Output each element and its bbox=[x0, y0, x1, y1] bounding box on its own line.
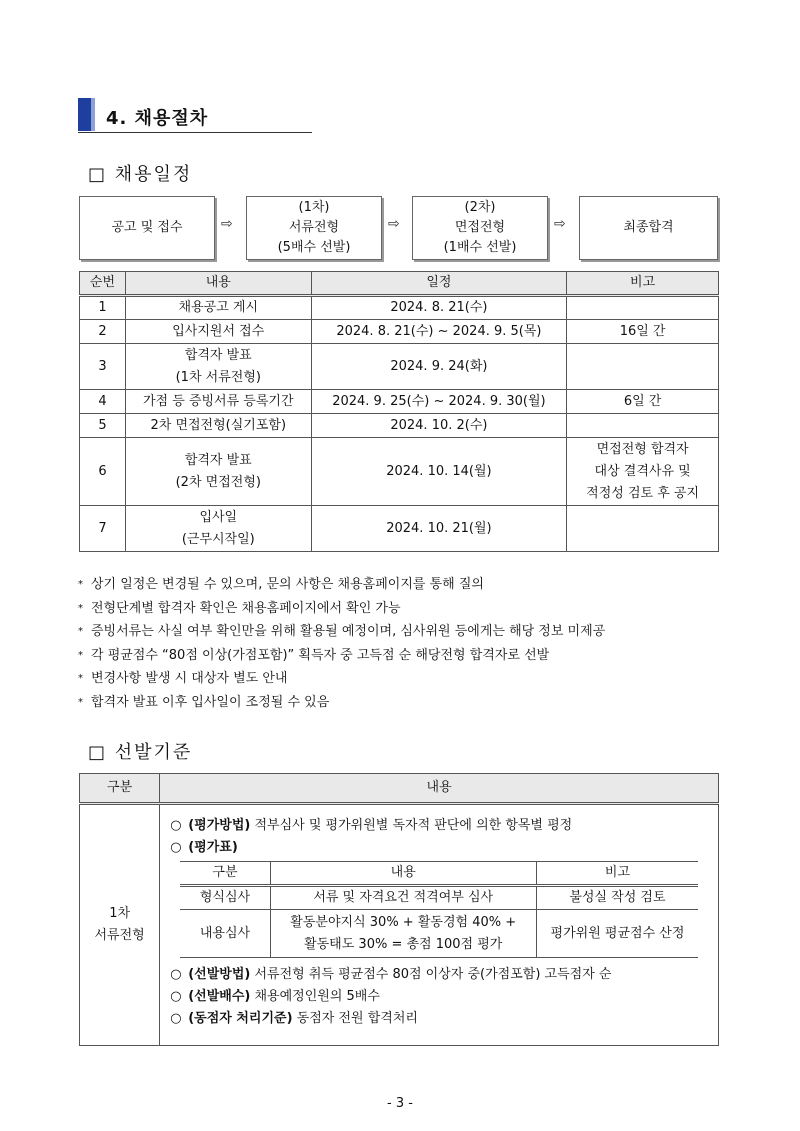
criteria-text: 동점자 전원 합격처리 bbox=[292, 1011, 418, 1026]
evaluation-note: 불성실 작성 검토 bbox=[536, 886, 698, 910]
table-row bbox=[80, 506, 719, 552]
row-note bbox=[567, 344, 719, 390]
selection-table bbox=[79, 773, 719, 1046]
content-line: 활동태도 30% = 총점 100점 평가 bbox=[304, 936, 503, 952]
selection-heading: □ 선발기준 bbox=[88, 742, 193, 763]
asterisk-icon: * bbox=[78, 673, 83, 684]
asterisk-icon: * bbox=[78, 649, 83, 661]
note-line: 면접전형 합격자 bbox=[596, 441, 689, 457]
row-number: 3 bbox=[80, 344, 126, 390]
note-text: 상기 일정은 변경될 수 있으며, 문의 사항은 채용홈페이지를 통해 질의 bbox=[91, 577, 484, 592]
content-line: 서류 및 자격요건 적격여부 심사 bbox=[313, 890, 494, 905]
criteria-label: (선발방법) bbox=[188, 967, 251, 982]
note-line: 6일 간 bbox=[623, 393, 662, 409]
flow-step bbox=[246, 196, 382, 260]
stage-cell bbox=[80, 804, 160, 1046]
col-header: 구분 bbox=[80, 774, 160, 804]
row-number: 4 bbox=[80, 390, 126, 414]
note-text: 각 평균점수 “80점 이상(가점포함)” 획득자 중 고득점 순 해당전형 합격자로 선발 bbox=[91, 647, 550, 663]
content-line: 활동분야지식 30% + 활동경험 40% + bbox=[290, 914, 517, 930]
col-header: 내용 bbox=[125, 272, 311, 296]
row-note bbox=[567, 390, 719, 414]
criteria-item bbox=[170, 815, 718, 837]
selection-row bbox=[80, 804, 719, 1046]
evaluation-row bbox=[180, 886, 698, 910]
flow-step-label: (5배수 선발) bbox=[277, 240, 351, 255]
row-date: 2024. 8. 21(수) ~ 2024. 9. 5(목) bbox=[311, 320, 567, 344]
row-date: 2024. 8. 21(수) bbox=[311, 296, 567, 320]
table-row bbox=[80, 320, 719, 344]
criteria-text: 서류전형 취득 평균점수 80점 이상자 중(가점포함) 고득점자 순 bbox=[250, 967, 612, 982]
criteria-label: (평가방법) bbox=[188, 818, 251, 833]
col-header: 구분 bbox=[180, 862, 270, 886]
stage-label: 서류전형 bbox=[94, 928, 145, 943]
note-line: 적정성 검토 후 공지 bbox=[586, 485, 700, 501]
note-item bbox=[78, 691, 605, 715]
row-number: 6 bbox=[80, 438, 126, 506]
row-date: 2024. 10. 14(월) bbox=[311, 438, 567, 506]
row-date: 2024. 10. 2(수) bbox=[311, 414, 567, 438]
circle-bullet-icon: ○ bbox=[170, 989, 182, 1004]
criteria-item bbox=[170, 964, 718, 986]
criteria-text: 채용예정인원의 5배수 bbox=[250, 989, 380, 1004]
row-date: 2024. 10. 21(월) bbox=[311, 506, 567, 552]
flow-step-label: (2차) bbox=[464, 200, 496, 215]
evaluation-content bbox=[270, 886, 536, 910]
evaluation-type: 내용심사 bbox=[180, 910, 270, 958]
col-header: 내용 bbox=[160, 774, 719, 804]
note-item bbox=[78, 573, 605, 597]
row-note bbox=[567, 320, 719, 344]
note-line: 16일 간 bbox=[619, 323, 666, 339]
row-content bbox=[125, 390, 311, 414]
flow-step-label: 공고 및 접수 bbox=[111, 220, 183, 235]
table-row bbox=[80, 438, 719, 506]
criteria-item bbox=[170, 986, 718, 1008]
row-date: 2024. 9. 25(수) ~ 2024. 9. 30(월) bbox=[311, 390, 567, 414]
row-content bbox=[125, 320, 311, 344]
evaluation-table bbox=[180, 861, 698, 958]
note-text: 합격자 발표 이후 입사일이 조정될 수 있음 bbox=[91, 694, 330, 710]
content-line: 채용공고 게시 bbox=[178, 300, 259, 315]
flow-step bbox=[79, 196, 215, 260]
row-content bbox=[125, 296, 311, 320]
content-line: (2차 면접전형) bbox=[175, 474, 261, 490]
table-row bbox=[80, 344, 719, 390]
row-note bbox=[567, 438, 719, 506]
row-number: 2 bbox=[80, 320, 126, 344]
content-line: 입사일 bbox=[199, 509, 238, 525]
evaluation-type: 형식심사 bbox=[180, 886, 270, 910]
row-note bbox=[567, 296, 719, 320]
note-text: 변경사항 발생 시 대상자 별도 안내 bbox=[91, 671, 288, 686]
col-header: 내용 bbox=[270, 862, 536, 886]
circle-bullet-icon: ○ bbox=[170, 967, 182, 982]
content-line: 합격자 발표 bbox=[184, 452, 252, 468]
col-header: 순번 bbox=[80, 272, 126, 296]
section-bar-decoration bbox=[78, 98, 91, 131]
flow-arrow-icon: ⇨ bbox=[388, 216, 400, 232]
criteria-label: (동점자 처리기준) bbox=[188, 1011, 293, 1026]
section-title: 4. 채용절차 bbox=[106, 108, 209, 129]
flow-arrow-icon: ⇨ bbox=[554, 216, 566, 232]
note-item bbox=[78, 597, 605, 621]
asterisk-icon: * bbox=[78, 626, 83, 637]
content-line: (1차 서류전형) bbox=[175, 369, 261, 385]
content-line: 2차 면접전형(실기포함) bbox=[150, 417, 287, 433]
evaluation-content bbox=[270, 910, 536, 958]
content-line: 입사지원서 접수 bbox=[172, 323, 265, 339]
criteria-label: (선발배수) bbox=[188, 989, 251, 1004]
circle-bullet-icon: ○ bbox=[170, 840, 182, 855]
content-line: 가점 등 증빙서류 등록기간 bbox=[143, 393, 294, 409]
selection-header-row bbox=[80, 774, 719, 804]
row-date: 2024. 9. 24(화) bbox=[311, 344, 567, 390]
schedule-table bbox=[79, 271, 719, 552]
flow-step-label: (1차) bbox=[298, 200, 330, 215]
content-line: (근무시작일) bbox=[181, 531, 255, 547]
section-bar-accent bbox=[91, 98, 95, 131]
flow-step-label: (1배수 선발) bbox=[443, 240, 517, 255]
evaluation-note: 평가위원 평균점수 산정 bbox=[536, 910, 698, 958]
row-content bbox=[125, 506, 311, 552]
content-line: 합격자 발표 bbox=[184, 347, 252, 363]
row-note bbox=[567, 506, 719, 552]
section-header bbox=[78, 98, 312, 133]
criteria-item bbox=[170, 1008, 718, 1030]
note-text: 전형단계별 합격자 확인은 채용홈페이지에서 확인 가능 bbox=[91, 600, 401, 616]
row-number: 5 bbox=[80, 414, 126, 438]
schedule-header-row bbox=[80, 272, 719, 296]
row-content bbox=[125, 438, 311, 506]
note-line: 대상 결격사유 및 bbox=[594, 463, 691, 479]
note-item bbox=[78, 667, 605, 691]
criteria-item bbox=[170, 837, 718, 859]
row-note bbox=[567, 414, 719, 438]
stage-label: 1차 bbox=[109, 906, 131, 921]
schedule-heading: □ 채용일정 bbox=[88, 164, 193, 185]
asterisk-icon: * bbox=[78, 602, 83, 614]
asterisk-icon: * bbox=[78, 696, 83, 708]
note-text: 증빙서류는 사실 여부 확인만을 위해 활용될 예정이며, 심사위원 등에게는 해당 정보 미제공 bbox=[91, 624, 606, 639]
flow-step-label: 최종합격 bbox=[623, 220, 674, 235]
col-header: 일정 bbox=[311, 272, 567, 296]
asterisk-icon: * bbox=[78, 579, 83, 590]
evaluation-row bbox=[180, 910, 698, 958]
circle-bullet-icon: ○ bbox=[170, 1011, 182, 1026]
circle-bullet-icon: ○ bbox=[170, 818, 182, 833]
table-row bbox=[80, 414, 719, 438]
row-number: 7 bbox=[80, 506, 126, 552]
row-number: 1 bbox=[80, 296, 126, 320]
criteria-text: 적부심사 및 평가위원별 독자적 판단에 의한 항목별 평정 bbox=[250, 818, 573, 833]
evaluation-header-row bbox=[180, 862, 698, 886]
table-row bbox=[80, 296, 719, 320]
table-row bbox=[80, 390, 719, 414]
page-number: - 3 - bbox=[387, 1096, 413, 1111]
content-cell bbox=[160, 804, 719, 1046]
flow-step bbox=[579, 196, 718, 260]
flow-arrow-icon: ⇨ bbox=[221, 216, 233, 232]
col-header: 비고 bbox=[567, 272, 719, 296]
flow-step-label: 서류전형 bbox=[288, 220, 340, 235]
row-content bbox=[125, 344, 311, 390]
flow-step bbox=[412, 196, 548, 260]
notes-list bbox=[78, 573, 605, 714]
criteria-label: (평가표) bbox=[188, 840, 238, 855]
row-content bbox=[125, 414, 311, 438]
note-item bbox=[78, 620, 605, 644]
flow-step-label: 면접전형 bbox=[454, 220, 506, 235]
col-header: 비고 bbox=[536, 862, 698, 886]
note-item bbox=[78, 644, 605, 668]
